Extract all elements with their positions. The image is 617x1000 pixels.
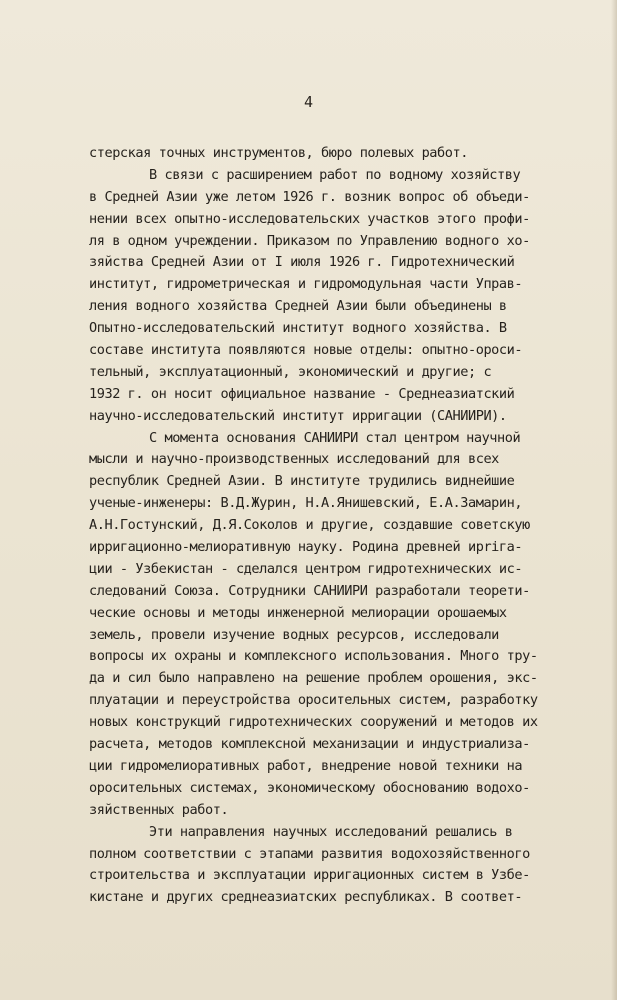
text-line: оросительных системах, экономическому обоснованию водохо- [89, 779, 530, 796]
text-line: новых конструкций гидротехнических сооружений и методов их [89, 714, 538, 731]
text-line: плуатации и переустройства оросительных систем, разработку [89, 692, 538, 709]
text-line: земель, провели изучение водных ресурсов, исследовали [89, 626, 499, 643]
text-line: ческие основы и методы инженерной мелиорации орошаемых [89, 604, 507, 621]
text-line: Эти направления научных исследований решались в [149, 823, 513, 840]
text-line: республик Средней Азии. В институте трудились виднейшие [89, 473, 515, 490]
text-line: вопросы их охраны и комплексного использования. Много тру- [89, 648, 538, 665]
page-number: 4 [303, 93, 314, 111]
text-line: следований Союза. Сотрудники САНИИРИ разработали теорети- [89, 582, 530, 599]
text-line: ции гидромелиоративных работ, внедрение новой техники на [89, 757, 523, 774]
text-line: С момента основания САНИИРИ стал центром научной [149, 429, 521, 446]
text-line: ученые-инженеры: В.Д.Журин, Н.А.Янишевский, Е.А.Замарин, [89, 495, 523, 512]
text-line: научно-исследовательский институт ирригации (САНИИРИ). [89, 407, 507, 424]
text-line: Опытно-исследовательский институт водного хозяйства. В [89, 320, 507, 337]
text-line: стерская точных инструментов, бюро полевых работ. [89, 145, 468, 161]
text-line: В связи с расширением работ по водному хозяйству [149, 166, 521, 183]
text-line: институт, гидрометрическая и гидромодульная части Управ- [89, 276, 523, 293]
text-line: кистане и других среднеазиатских республиках. В соответ- [89, 889, 523, 906]
text-line: полном соответствии с этапами развития водохозяйственного [89, 845, 530, 862]
text-line: зяйственных работ. [89, 801, 229, 818]
text-line: ирригационно-мелиоративную науку. Родина древней ирriга- [89, 539, 523, 556]
text-line: ления водного хозяйства Средней Азии были объединены в [89, 298, 507, 315]
text-line: ции - Узбекистан - сделался центром гидротехнических ис- [89, 560, 523, 577]
text-line: тельный, эксплуатационный, экономический и другие; с [89, 363, 492, 380]
text-line: ля в одном учреждении. Приказом по Управлению водного хо- [89, 232, 530, 249]
text-line: мысли и научно-производственных исследований для всех [89, 451, 499, 468]
page-edge-shadow [611, 0, 617, 1000]
text-line: строительства и эксплуатации ирригационных систем в Узбе- [89, 867, 530, 884]
text-line: в Средней Азии уже летом 1926 г. возник вопрос об объеди- [89, 188, 530, 205]
body-text [89, 143, 538, 909]
text-line: 1932 г. он носит официальное название - Среднеазиатский [89, 385, 515, 402]
text-line: А.Н.Гостунский, Д.Я.Соколов и другие, создавшие советскую [89, 517, 530, 534]
text-line: составе института появляются новые отделы: опытно-ороси- [89, 342, 523, 359]
text-line: нении всех опытно-исследовательских участков этого профи- [89, 210, 530, 227]
text-line: да и сил было направлено на решение проблем орошения, экс- [89, 670, 538, 687]
text-line: расчета, методов комплексной механизации и индустриализа- [89, 736, 530, 753]
text-line: зяйства Средней Азии от I июля 1926 г. Гидротехнический [89, 254, 515, 271]
